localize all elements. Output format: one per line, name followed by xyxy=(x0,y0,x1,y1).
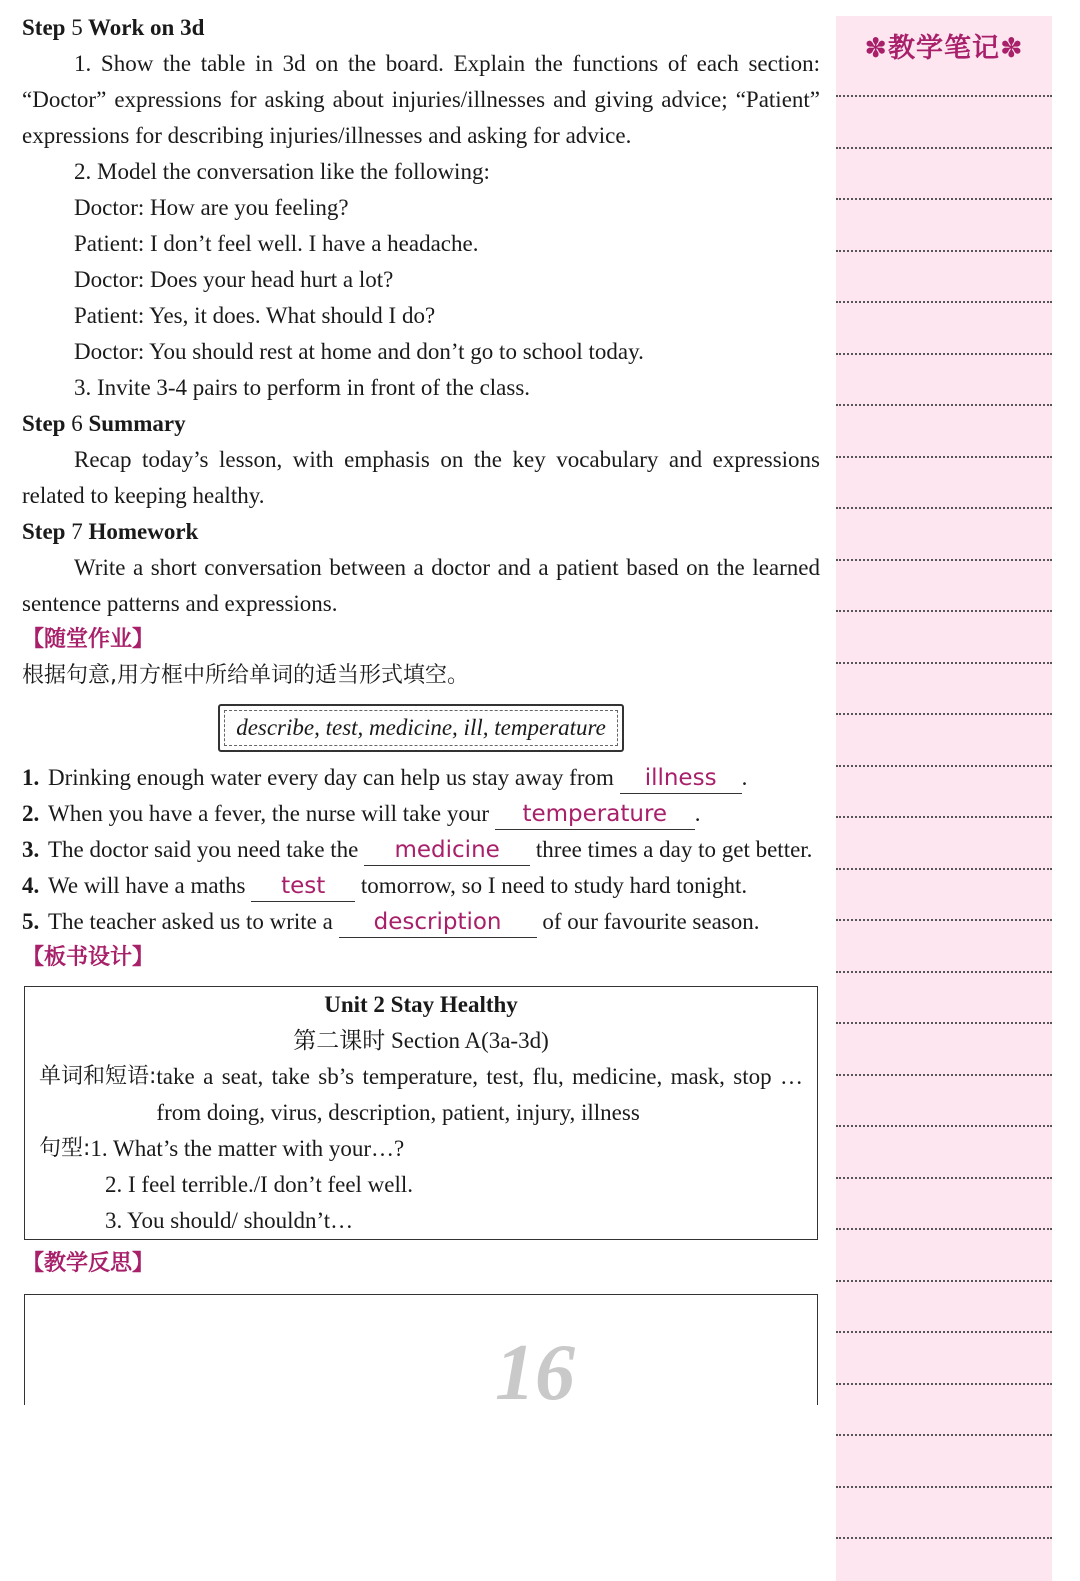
note-line[interactable] xyxy=(836,250,1052,252)
answer-blank[interactable]: temperature xyxy=(495,799,695,830)
note-line[interactable] xyxy=(836,353,1052,355)
step5-item-3: 3. Invite 3-4 pairs to perform in front of the class. xyxy=(74,375,531,400)
reflection-header: 【教学反思】 xyxy=(22,1251,155,1276)
note-line[interactable] xyxy=(836,610,1052,612)
note-line[interactable] xyxy=(836,1434,1052,1436)
step5-heading: Step 5 Work on 3d xyxy=(22,15,205,40)
step5-item-2: 2. Model the conversation like the following: xyxy=(74,159,490,184)
note-line[interactable] xyxy=(836,1383,1052,1385)
board-subtitle: 第二课时 Section A(3a-3d) xyxy=(293,1028,549,1053)
note-line[interactable] xyxy=(836,765,1052,767)
answer-blank[interactable]: description xyxy=(339,907,537,938)
note-line[interactable] xyxy=(836,816,1052,818)
question-4: 4. We will have a maths test tomorrow, so I need to study hard tonight. xyxy=(22,868,820,904)
note-line[interactable] xyxy=(836,147,1052,149)
step7-text: Write a short conversation between a doctor and a patient based on the learned sentence patterns and expressions. xyxy=(22,555,820,616)
dialogue-line: Doctor: Does your head hurt a lot? xyxy=(74,267,394,292)
dialogue-line: Doctor: You should rest at home and don’t go to school today. xyxy=(74,339,644,364)
board-pattern-row xyxy=(39,1131,803,1167)
pattern-line: 3. You should/ shouldn’t… xyxy=(105,1208,354,1233)
note-line[interactable] xyxy=(836,507,1052,509)
note-line[interactable] xyxy=(836,1125,1052,1127)
answer-blank[interactable]: illness xyxy=(620,763,742,794)
reflection-box[interactable] xyxy=(24,1294,818,1417)
question-5: 5. The teacher asked us to write a description of our favourite season. xyxy=(22,904,820,940)
note-line[interactable] xyxy=(836,95,1052,97)
note-line[interactable] xyxy=(836,1537,1052,1539)
pattern-line: 2. I feel terrible./I don’t feel well. xyxy=(105,1172,414,1197)
note-line[interactable] xyxy=(836,919,1052,921)
step6-heading: Step 6 Summary xyxy=(22,411,186,436)
exercise-header: 【随堂作业】 xyxy=(22,627,155,652)
note-line[interactable] xyxy=(836,971,1052,973)
note-line[interactable] xyxy=(836,559,1052,561)
note-line[interactable] xyxy=(836,1074,1052,1076)
board-design-box xyxy=(24,986,818,1240)
board-title: Unit 2 Stay Healthy xyxy=(324,992,518,1017)
note-line[interactable] xyxy=(836,662,1052,664)
question-3: 3. The doctor said you need take the medicine three times a day to get better. xyxy=(22,832,820,868)
note-line[interactable] xyxy=(836,1228,1052,1230)
pattern-label: 句型: xyxy=(39,1136,91,1161)
step6-text: Recap today’s lesson, with emphasis on the key vocabulary and expressions related to keeping healthy. xyxy=(22,447,820,508)
note-line[interactable] xyxy=(836,1486,1052,1488)
note-line[interactable] xyxy=(836,1022,1052,1024)
note-line[interactable] xyxy=(836,868,1052,870)
notes-title: ✽教学笔记✽ xyxy=(864,33,1024,64)
dialogue-line: Patient: Yes, it does. What should I do? xyxy=(74,303,436,328)
lesson-content xyxy=(22,10,820,1417)
answer-blank[interactable]: medicine xyxy=(364,835,530,866)
vocab-label: 单词和短语: xyxy=(39,1064,157,1089)
page-number: 16 xyxy=(495,1329,575,1417)
exercise-instruction: 根据句意,用方框中所给单词的适当形式填空。 xyxy=(22,663,469,688)
note-line[interactable] xyxy=(836,404,1052,406)
dialogue-line: Patient: I don’t feel well. I have a headache. xyxy=(74,231,479,256)
note-line[interactable] xyxy=(836,1280,1052,1282)
step5-item-1: 1. Show the table in 3d on the board. Explain the functions of each section: “Doctor” expressions for asking about injuries/illnesses and giving advice; “Patient” expressions for describing injuries/illnesses and asking for advice. xyxy=(22,51,820,148)
note-line[interactable] xyxy=(836,1331,1052,1333)
question-2: 2. When you have a fever, the nurse will take your temperature . xyxy=(22,796,820,832)
question-1: 1. Drinking enough water every day can help us stay away from illness . xyxy=(22,760,820,796)
note-line[interactable] xyxy=(836,456,1052,458)
note-line[interactable] xyxy=(836,301,1052,303)
word-box: describe, test, medicine, ill, temperature xyxy=(218,704,624,752)
dialogue-line: Doctor: How are you feeling? xyxy=(74,195,349,220)
word-box-wrapper xyxy=(22,704,820,752)
pattern-line: 1. What’s the matter with your…? xyxy=(90,1136,405,1161)
vocab-text: take a seat, take sb’s temperature, test, flu, medicine, mask, stop … from doing, virus, description, patient, injury, illness xyxy=(156,1064,803,1125)
notes-column xyxy=(836,16,1052,1581)
step7-heading: Step 7 Homework xyxy=(22,519,199,544)
note-line[interactable] xyxy=(836,713,1052,715)
note-line[interactable] xyxy=(836,1177,1052,1179)
board-vocab-row xyxy=(39,1059,803,1131)
answer-blank[interactable]: test xyxy=(251,871,355,902)
board-header: 【板书设计】 xyxy=(22,945,155,970)
note-line[interactable] xyxy=(836,198,1052,200)
